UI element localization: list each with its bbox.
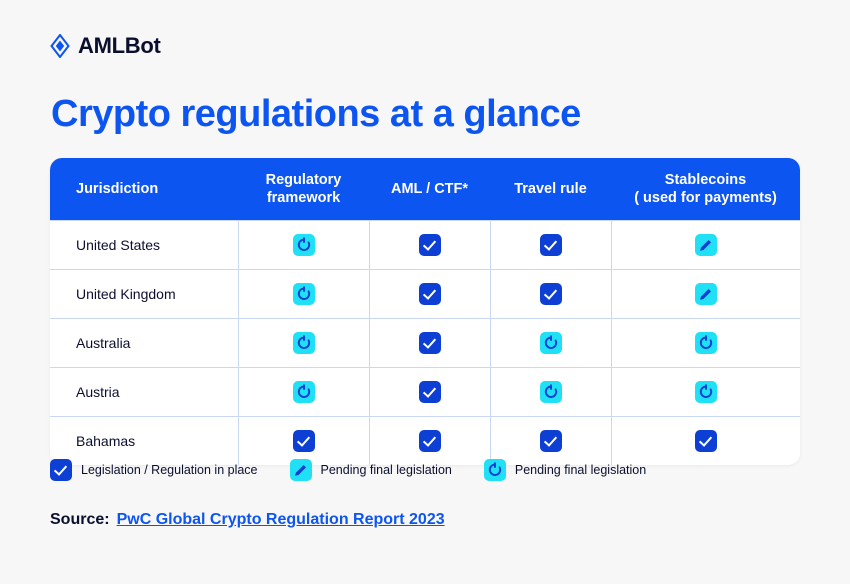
table-row bbox=[50, 319, 800, 368]
cell-jurisdiction: United Kingdom bbox=[50, 270, 238, 319]
source-label: Source: bbox=[50, 511, 110, 528]
cell-status bbox=[369, 270, 490, 319]
table-header-row bbox=[50, 158, 800, 221]
legend-label: Pending final legislation bbox=[514, 463, 647, 477]
pending-icon bbox=[293, 234, 315, 256]
cell-status bbox=[611, 368, 800, 417]
check-icon bbox=[419, 381, 441, 403]
column-header-label: Jurisdiction bbox=[76, 181, 159, 198]
source-link[interactable]: PwC Global Crypto Regulation Report 2023 bbox=[116, 511, 445, 528]
cell-status bbox=[238, 417, 369, 466]
table-row bbox=[50, 221, 800, 270]
column-header-label-line2: framework bbox=[266, 190, 341, 207]
cell-status bbox=[611, 270, 800, 319]
cell-status bbox=[369, 221, 490, 270]
regulations-table bbox=[50, 158, 800, 465]
column-header-stablecoins bbox=[611, 158, 800, 221]
cell-jurisdiction: Austria bbox=[50, 368, 238, 417]
table-row bbox=[50, 270, 800, 319]
cell-status bbox=[490, 417, 611, 466]
column-header-label-line1: Regulatory bbox=[265, 172, 342, 188]
legend bbox=[50, 459, 668, 481]
column-header-label: AML / CTF* bbox=[390, 181, 469, 198]
check-icon bbox=[419, 283, 441, 305]
cell-status bbox=[238, 221, 369, 270]
cell-status bbox=[490, 319, 611, 368]
check-icon bbox=[419, 332, 441, 354]
diamond-logo-icon bbox=[50, 34, 70, 58]
pending-icon bbox=[540, 332, 562, 354]
pending-icon bbox=[293, 332, 315, 354]
column-header-travel-rule bbox=[490, 158, 611, 221]
check-icon bbox=[419, 430, 441, 452]
cell-status bbox=[611, 319, 800, 368]
pending-icon bbox=[540, 381, 562, 403]
table-row bbox=[50, 368, 800, 417]
page-title: Crypto regulations at a glance bbox=[51, 93, 581, 135]
pencil-icon bbox=[695, 283, 717, 305]
check-icon bbox=[540, 283, 562, 305]
source-line bbox=[50, 511, 445, 529]
check-icon bbox=[540, 430, 562, 452]
cell-status bbox=[238, 319, 369, 368]
cell-status bbox=[611, 417, 800, 466]
cell-status bbox=[238, 368, 369, 417]
column-header-jurisdiction bbox=[50, 158, 238, 221]
column-header-label-line1: Stablecoins bbox=[664, 172, 747, 188]
pending-icon bbox=[695, 381, 717, 403]
cell-status bbox=[369, 417, 490, 466]
cell-status bbox=[238, 270, 369, 319]
brand-logo bbox=[50, 33, 161, 59]
cell-status bbox=[611, 221, 800, 270]
cell-jurisdiction: United States bbox=[50, 221, 238, 270]
column-header-label-line2: ( used for payments) bbox=[634, 190, 777, 207]
pending-icon bbox=[484, 459, 506, 481]
table-row bbox=[50, 417, 800, 466]
column-header-aml-ctf bbox=[369, 158, 490, 221]
brand-name: AMLBot bbox=[78, 33, 161, 58]
pending-icon bbox=[695, 332, 717, 354]
pencil-icon bbox=[695, 234, 717, 256]
check-icon bbox=[419, 234, 441, 256]
column-header-label: Travel rule bbox=[514, 181, 587, 198]
cell-status bbox=[490, 221, 611, 270]
pending-icon bbox=[293, 283, 315, 305]
check-icon bbox=[293, 430, 315, 452]
pencil-icon bbox=[290, 459, 312, 481]
legend-item bbox=[484, 459, 646, 481]
cell-status bbox=[490, 368, 611, 417]
legend-item bbox=[290, 459, 452, 481]
cell-jurisdiction: Bahamas bbox=[50, 417, 238, 466]
cell-status bbox=[490, 270, 611, 319]
legend-label: Legislation / Regulation in place bbox=[81, 463, 258, 477]
legend-label: Pending final legislation bbox=[320, 463, 452, 477]
cell-jurisdiction: Australia bbox=[50, 319, 238, 368]
table-body bbox=[50, 221, 800, 466]
pending-icon bbox=[293, 381, 315, 403]
legend-item bbox=[50, 459, 258, 481]
check-icon bbox=[695, 430, 717, 452]
cell-status bbox=[369, 319, 490, 368]
check-icon bbox=[540, 234, 562, 256]
cell-status bbox=[369, 368, 490, 417]
column-header-regulatory-framework bbox=[238, 158, 369, 221]
check-icon bbox=[50, 459, 72, 481]
